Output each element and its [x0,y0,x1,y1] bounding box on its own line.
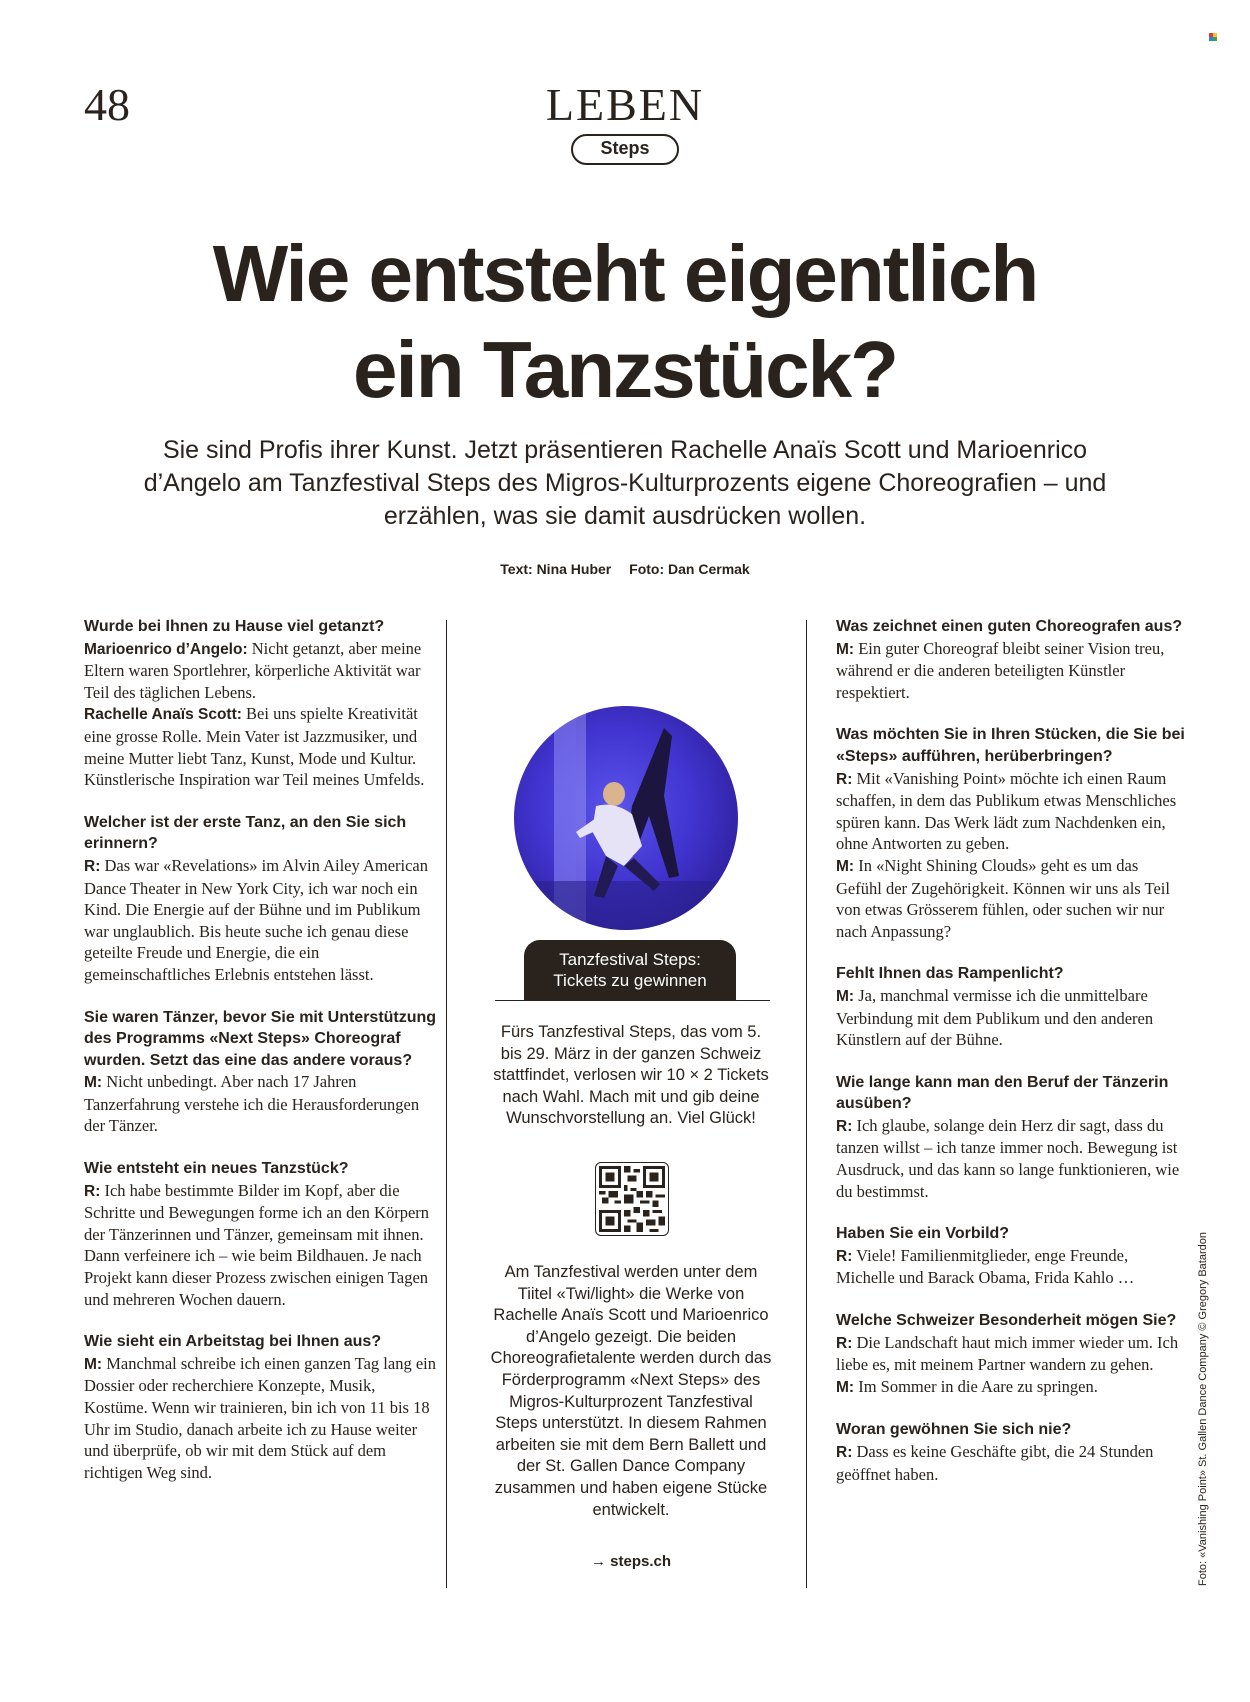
answer-text: Ich habe bestimmte Bilder im Kopf, aber die Schritte und Bewegungen forme ich an den Körpern der Tänzerinnen und Tänzer, gemeinsam mit ihnen. Dann verfeinere ich – wie beim Bildhauen. Je nach Projekt kann dieser Prozess zwischen einigen Tagen und mehreren Wochen dauern. [84,1180,430,1309]
speaker: M: [84,1355,103,1373]
question: Wurde bei Ihnen zu Hause viel getanzt? [84,618,385,635]
speaker: R: [836,1117,853,1135]
answer-text: Das war «Revelations» im Alvin Ailey American Dance Theater in New York City, ich war noch ein Kind. Die Energie auf der Bühne und im Publikum war unglaublich. Bis heute suche ich genau diese geteilte Freude und Energie, die ein gemeinschaftliches Erlebnis entstehen lässt. [84,855,429,984]
question: Haben Sie ein Vorbild? [836,1225,1010,1243]
answer-text: Ich glaube, solange dein Herz dir sagt, dass du tanzen willst – ich tanze immer noch. Bewegung ist Ausdruck, und das kann so lange funktionieren, wie du bestimmst. [836,1115,1180,1201]
answer-text: Mit «Vanishing Point» möchte ich einen Raum schaffen, in dem das Publikum etwas Menschliches spüren kann. Das Werk lädt zum Nachdenken ein, ohne Antworten zu geben. [836,768,1177,854]
ticket-callout [524,940,736,1000]
callout-line-2: Tickets zu gewinnen [553,971,707,990]
headline-line-2: ein Tanzstück? [353,325,897,414]
photo-credit-byline: Foto: Dan Cermak [629,561,750,577]
qa-item [84,1007,438,1138]
speaker: R: [836,1247,853,1265]
answer [836,638,1188,704]
steps-link[interactable]: → steps.ch [590,1553,672,1570]
qa-item [836,963,1188,1050]
answer-text: Bei uns spielte Kreativität eine grosse Rolle. Mein Vater ist Jazzmusiker, und meine Mutter liebt Tanz, Kunst, Mode und Kultur. Künstlerische Inspiration war Teil meines Umfelds. [84,704,425,790]
question: Woran gewöhnen Sie sich nie? [836,1421,1072,1439]
answer [84,1180,438,1311]
answer-text: Nicht getanzt, aber meine Eltern waren Sportlehrer, körperliche Aktivität war Teil des täglichen Lebens. [84,638,422,702]
answer [836,855,1188,942]
answer-text: Viele! Familienmitglieder, enge Freunde, Michelle und Barack Obama, Frida Kahlo … [836,1245,1135,1288]
speaker: Rachelle Anaïs Scott: [84,706,242,724]
section-title: LEBEN [545,79,705,130]
question: Welcher ist der erste Tanz, an den Sie sich erinnern? [84,813,407,853]
qa-item [836,1223,1188,1289]
page-number: 48 [84,79,130,130]
answer [836,1245,1188,1289]
qa-item [84,1331,438,1483]
answer [836,985,1188,1051]
speaker: R: [84,857,101,875]
photo-credit-vertical: Foto: «Vanishing Point» St. Gallen Dance Company © Gregory Batardon [1197,1232,1209,1586]
speaker: M: [836,857,855,875]
answer [836,768,1188,855]
left-column [84,616,438,1504]
qa-item [836,1310,1188,1398]
answer [836,1115,1188,1202]
qr-code[interactable] [595,1162,669,1236]
answer [84,1071,438,1137]
column-divider-left [446,620,447,1588]
question: Was zeichnet einen guten Choreografen aus? [836,618,1183,635]
speaker: R: [84,1182,101,1200]
speaker: R: [836,1444,853,1461]
print-color-mark [1209,33,1217,41]
answer [84,703,438,790]
speaker: M: [836,987,855,1005]
answer [836,1376,1188,1399]
speaker: M: [836,1378,855,1396]
giveaway-text: Fürs Tanzfestival Steps, das vom 5. bis 29. März in der ganzen Schweiz stattfindet, verlosen wir 10 × 2 Tickets nach Wahl. Mach mit und gib deine Wunschvorstellung an. Viel Glück! [493,1023,769,1128]
answer-text: Ja, manchmal vermisse ich die unmittelbare Verbindung mit dem Publikum und den anderen Künstlern auf der Bühne. [836,985,1154,1050]
byline [0,561,1250,577]
callout-divider [495,1000,770,1001]
answer [84,638,438,704]
question: Wie sieht ein Arbeitstag bei Ihnen aus? [84,1333,382,1351]
qa-item [836,724,1188,942]
answer-text: Nicht unbedingt. Aber nach 17 Jahren Tanzerfahrung verstehe ich die Herausforderungen der Tänzer. [84,1072,420,1136]
answer-text: Manchmal schreibe ich einen ganzen Tag lang ein Dossier oder recherchiere Konzepte, Musik, Kostüme. Wenn wir trainieren, bin ich von 11 bis 18 Uhr im Studio, danach arbeite ich zu Hause weiter und überprüfe, ob wir mit dem Stück auf dem richtigen Weg sind. [84,1353,436,1482]
question: Fehlt Ihnen das Rampenlicht? [836,965,1064,983]
speaker: R: [836,1334,853,1352]
lead-paragraph: Sie sind Profis ihrer Kunst. Jetzt präsentieren Rachelle Anaïs Scott und Marioenrico d’Angelo am Tanzfestival Steps des Migros-Kulturprozents eigene Choreografien – und erzählen, was sie damit ausdrücken wollen. [143,436,1107,530]
callout-line-1: Tanzfestival Steps: [559,950,701,969]
column-divider-right [806,620,807,1588]
answer-text: Die Landschaft haut mich immer wieder um. Ich liebe es, mit meinem Partner wandern zu gehen. [836,1332,1179,1375]
qa-item [836,1419,1188,1485]
qr-code-icon [599,1166,665,1232]
answer [84,1353,438,1484]
answer-text: Ein guter Choreograf bleibt seiner Vision treu, während er die anderen beteiligten Künstler respektiert. [836,638,1165,702]
headline-line-1: Wie entsteht eigentlich [212,229,1038,318]
dancer-photo [514,706,738,930]
question: Was möchten Sie in Ihren Stücken, die Sie bei «Steps» aufführen, herüberbringen? [836,726,1185,765]
qa-item [84,812,438,986]
answer [84,855,438,986]
qa-item [836,1072,1188,1203]
answer-text: In «Night Shining Clouds» geht es um das Gefühl der Zugehörigkeit. Können wir uns als Teil von etwas Grösserem fühlen, oder suchen wir nur nach Anpassung? [836,855,1170,941]
speaker: R: [836,770,853,788]
dancer-illustration [514,706,738,930]
speaker: Marioenrico d’Angelo: [84,640,248,658]
answer-text: Im Sommer in die Aare zu springen. [854,1376,1098,1396]
qa-item [84,616,438,791]
question: Sie waren Tänzer, bevor Sie mit Unterstützung des Programms «Next Steps» Choreograf wurden. Setzt das eine das andere voraus? [84,1008,437,1069]
question: Wie lange kann man den Beruf der Tänzerin ausüben? [836,1073,1169,1113]
answer-text: Dass es keine Geschäfte gibt, die 24 Stunden geöffnet haben. [836,1442,1154,1484]
headline [0,226,1250,418]
question: Welche Schweizer Besonderheit mögen Sie? [836,1312,1177,1330]
festival-info: Am Tanzfestival werden unter dem Tiitel «Twi/light» die Werke von Rachelle Anaïs Scott und Marioenrico d’Angelo gezeigt. Die beiden Choreografietalente werden durch das Förderprogramm «Next Steps» des Migros-Kulturprozent Tanzfestival Steps unterstützt. In diesem Rahmen arbeiten sie mit dem Bern Ballett und der St. Gallen Dance Company zusammen und haben eigene Stücke entwickelt. [490,1263,772,1519]
speaker: M: [836,640,855,658]
text-credit: Text: Nina Huber [500,561,612,577]
qa-item [836,616,1188,703]
qa-item [84,1158,438,1310]
answer [836,1332,1188,1376]
section-header [0,79,1250,165]
question: Wie entsteht ein neues Tanzstück? [84,1160,349,1178]
right-column [836,616,1188,1506]
speaker: M: [84,1074,103,1092]
answer [836,1441,1188,1485]
section-tag: Steps [571,134,678,165]
